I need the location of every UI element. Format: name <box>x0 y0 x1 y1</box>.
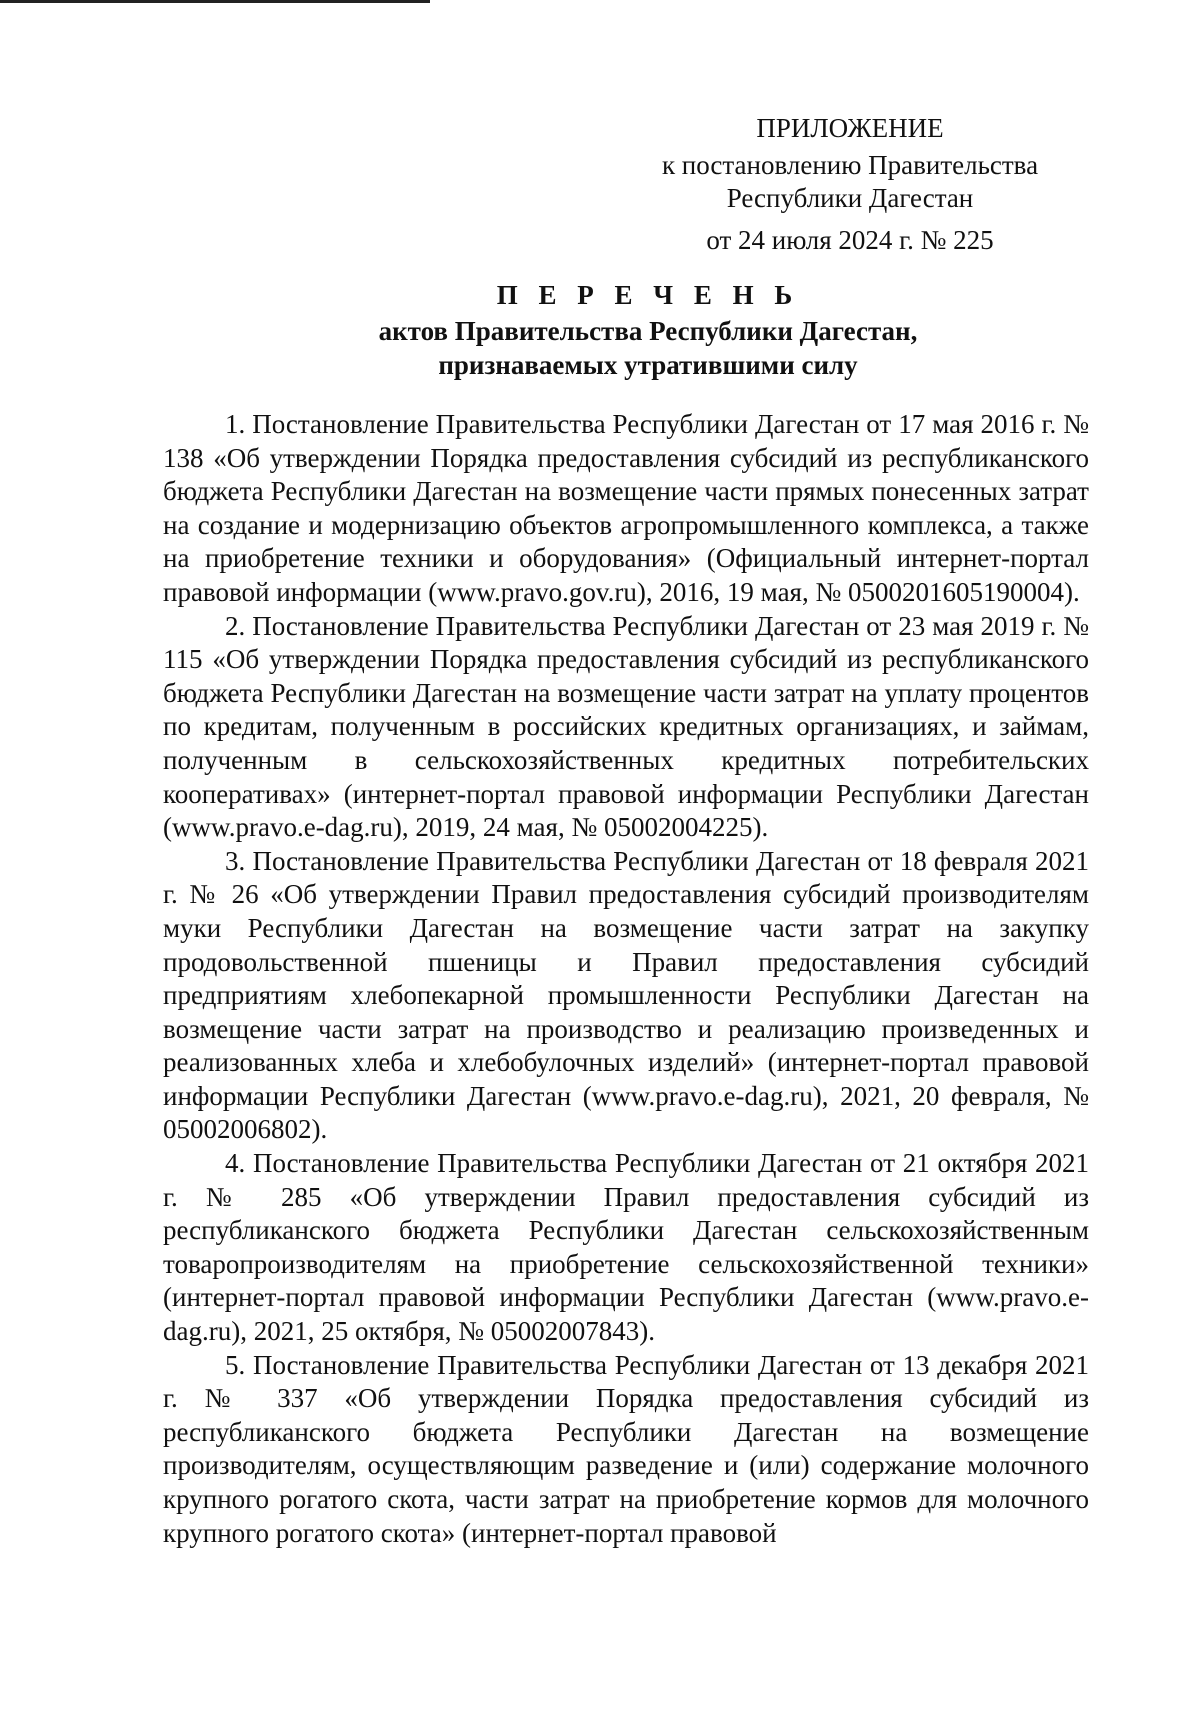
document-body <box>163 408 1089 1550</box>
list-item: 3. Постановление Правительства Республики Дагестан от 18 февраля 2021 г. № 26 «Об утверждении Правил предоставления субсидий производителям муки Республики Дагестан на возмещение части затрат на закупку продовольственной пшеницы и Правил предоставления субсидий предприятиям хлебопекарной промышленности Республики Дагестан на возмещение части затрат на производство и реализацию произведенных и реализованных хлеба и хлебобулочных изделий» (интернет-портал правовой информации Республики Дагестан (www.pravo.e-dag.ru), 2021, 20 февраля, № 05002006802). <box>163 845 1089 1145</box>
scan-edge-line <box>0 0 430 3</box>
appendix-republic: Республики Дагестан <box>726 183 974 213</box>
title-line-2: признаваемых утратившими силу <box>438 350 858 380</box>
appendix-resolution-ref: к постановлению Правительства <box>661 150 1039 180</box>
list-item: 2. Постановление Правительства Республики Дагестан от 23 мая 2019 г. № 115 «Об утверждении Порядка предоставления субсидий из республиканского бюджета Республики Дагестан на возмещение части затрат на уплату процентов по кредитам, полученным в российских кредитных организациях, и займам, полученным в сельскохозяйственных кредитных потребительских кооперативах» (интернет-портал правовой информации Республики Дагестан (www.pravo.e-dag.ru), 2019, 24 мая, № 05002004225). <box>163 610 1089 843</box>
list-item: 5. Постановление Правительства Республики Дагестан от 13 декабря 2021 г. № 337 «Об утверждении Порядка предоставления субсидий из республиканского бюджета Республики Дагестан на возмещение производителям, осуществляющим разведение и (или) содержание молочного крупного рогатого скота, части затрат на приобретение кормов для молочного крупного рогатого скота» (интернет-портал правовой <box>163 1349 1089 1548</box>
appendix-label: ПРИЛОЖЕНИЕ <box>756 113 944 143</box>
title-heading: П Е Р Е Ч Е Н Ь <box>496 280 800 310</box>
appendix-date-number: от 24 июля 2024 г. № 225 <box>706 225 994 255</box>
list-item: 4. Постановление Правительства Республики Дагестан от 21 октября 2021 г. № 285 «Об утверждении Правил предоставления субсидий из республиканского бюджета Республики Дагестан сельскохозяйственным товаропроизводителям на приобретение сельскохозяйственной техники» (интернет-портал правовой информации Республики Дагестан (www.pravo.e-dag.ru), 2021, 25 октября, № 05002007843). <box>163 1148 1089 1347</box>
list-item: 1. Постановление Правительства Республики Дагестан от 17 мая 2016 г. № 138 «Об утверждении Порядка предоставления субсидий из республиканского бюджета Республики Дагестан на возмещение части прямых понесенных затрат на создание и модернизацию объектов агропромышленного комплекса, а также на приобретение техники и оборудования» (Официальный интернет-портал правовой информации (www.pravo.gov.ru), 2016, 19 мая, № 0500201605190004). <box>163 409 1089 607</box>
title-line-1: актов Правительства Республики Дагестан, <box>378 316 918 346</box>
document-title <box>163 278 1133 382</box>
